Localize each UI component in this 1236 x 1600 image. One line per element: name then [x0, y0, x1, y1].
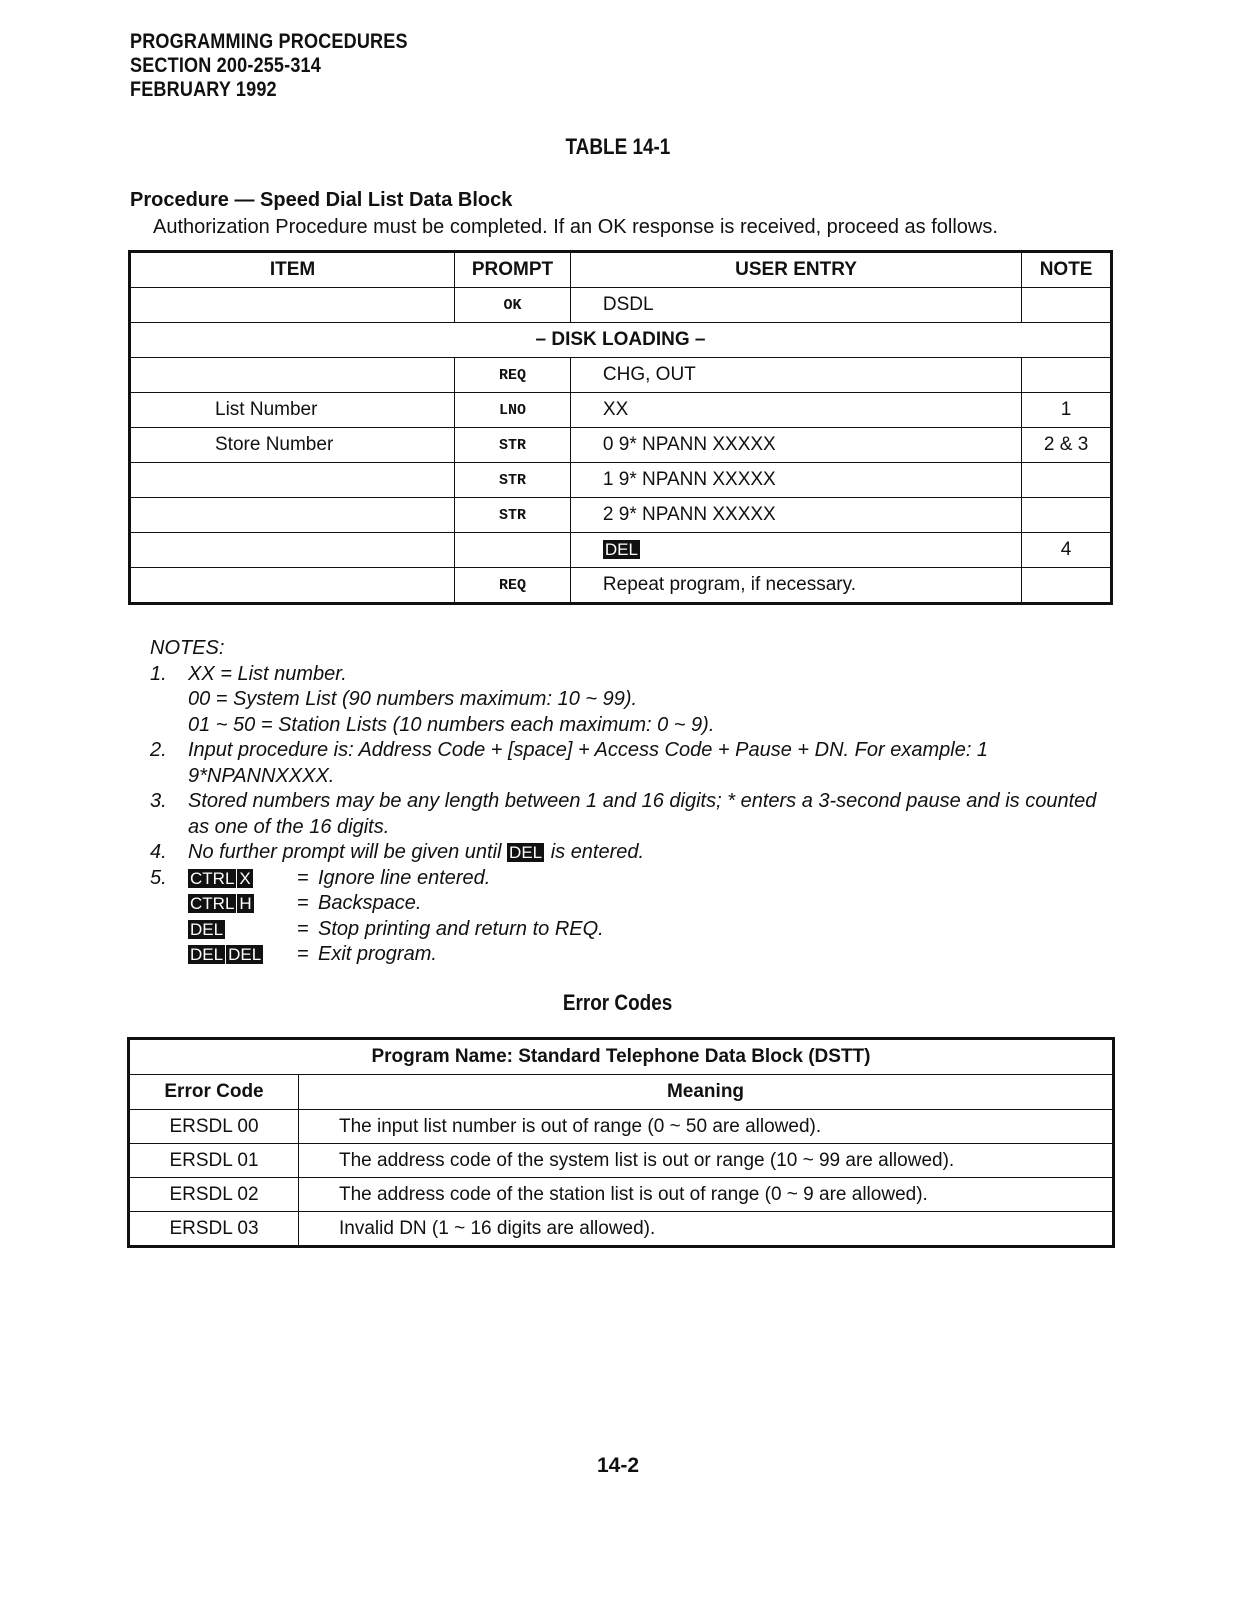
col-header-error-code: Error Code: [129, 1075, 299, 1110]
item-cell: [130, 358, 455, 393]
note-1-sub-2: 01 ~ 50 = Station Lists (10 numbers each maximum: 0 ~ 9).: [188, 713, 715, 736]
note-number: 2.: [150, 739, 167, 761]
table-title-wrap: [0, 134, 1236, 160]
procedure-title: Procedure — Speed Dial List Data Block: [130, 189, 513, 211]
item-cell: [130, 568, 455, 604]
document-header: [130, 30, 408, 102]
note-text: Input procedure is: Address Code + [space] + Access Code + Pause + DN. For example: 1 9*NPANNXXXX.: [188, 739, 989, 787]
note-number: 3.: [150, 790, 167, 812]
entry-cell: 2 9* NPANN XXXXX: [570, 498, 1021, 533]
h-key: H: [239, 894, 252, 913]
prompt-cell: REQ: [455, 358, 571, 393]
meaning-cell: The address code of the station list is out of range (0 ~ 9 are allowed).: [299, 1178, 1114, 1212]
x-key: X: [239, 868, 251, 888]
table-row: [130, 428, 1112, 463]
prompt-cell: LNO: [455, 393, 571, 428]
disk-loading-row: [130, 323, 1112, 358]
prompt-cell: STR: [455, 498, 571, 533]
item-cell: [130, 498, 455, 533]
ctrl-key: CTRL: [190, 894, 235, 913]
note-text-pre: No further prompt will be given until: [188, 841, 502, 863]
note-cell: [1022, 498, 1112, 533]
ctrl-key: CTRL: [190, 868, 235, 888]
note-text: Stored numbers may be any length between 1 and 16 digits; * enters a 3-second pause and is counted as one of the 16 digits.: [188, 790, 1097, 838]
entry-cell: DSDL: [570, 288, 1021, 323]
key-description: Stop printing and return to REQ.: [318, 917, 604, 940]
key-description: Ignore line entered.: [318, 866, 491, 889]
col-header-prompt: PROMPT: [455, 252, 571, 288]
item-cell: Store Number: [130, 428, 455, 463]
error-code-cell: ERSDL 02: [129, 1178, 299, 1212]
table-row: [130, 533, 1112, 568]
table-row: [129, 1110, 1114, 1144]
note-text: XX = List number.: [188, 662, 347, 685]
note-number: 5.: [150, 866, 167, 889]
entry-cell: Repeat program, if necessary.: [570, 568, 1021, 604]
table-row: [129, 1212, 1114, 1247]
key-row: [150, 866, 1110, 892]
disk-loading-banner: – DISK LOADING –: [130, 323, 1112, 358]
notes-heading: NOTES:: [150, 637, 225, 659]
col-header-user-entry: USER ENTRY: [570, 252, 1021, 288]
note-1-sub-1: 00 = System List (90 numbers maximum: 10 ~ 99).: [188, 688, 638, 710]
note-2: [150, 738, 1110, 789]
key-combo: [188, 942, 288, 968]
item-cell: [130, 463, 455, 498]
equals-sign: =: [297, 892, 309, 914]
error-table-header: [129, 1075, 1114, 1110]
table-row: [130, 463, 1112, 498]
prompt-cell: STR: [455, 428, 571, 463]
error-codes-title: Error Codes: [563, 990, 673, 1015]
key-row: [150, 917, 1110, 943]
entry-cell: 1 9* NPANN XXXXX: [570, 463, 1021, 498]
prompt-cell: [455, 533, 571, 568]
note-1: [150, 662, 1110, 688]
col-header-item: ITEM: [130, 252, 455, 288]
prompt-cell: REQ: [455, 568, 571, 604]
item-cell: [130, 288, 455, 323]
table-row: [129, 1178, 1114, 1212]
item-cell: List Number: [130, 393, 455, 428]
note-text-post: is entered.: [550, 841, 645, 863]
notes-section: [150, 636, 1110, 968]
key-row: [150, 942, 1110, 968]
del-key: DEL: [509, 843, 543, 862]
header-line-2: SECTION 200-255-314: [130, 54, 321, 77]
prompt-cell: STR: [455, 463, 571, 498]
key-combo: [188, 891, 288, 917]
error-codes-title-wrap: [0, 990, 1236, 1016]
key-combo: [188, 866, 288, 892]
note-cell: 1: [1022, 393, 1112, 428]
note-cell: [1022, 358, 1112, 393]
entry-cell: XX: [570, 393, 1021, 428]
procedure-table: [128, 250, 1113, 605]
note-cell: [1022, 288, 1112, 323]
error-code-cell: ERSDL 03: [129, 1212, 299, 1247]
table-row: [130, 358, 1112, 393]
table-row: [130, 568, 1112, 604]
meaning-cell: The address code of the system list is out or range (10 ~ 99 are allowed).: [299, 1144, 1114, 1178]
equals-sign: =: [297, 917, 309, 940]
equals-sign: =: [297, 866, 309, 889]
prompt-cell: OK: [455, 288, 571, 323]
note-cell: 4: [1022, 533, 1112, 568]
note-number: 4.: [150, 841, 167, 863]
key-combo: [188, 917, 288, 943]
program-name: Program Name: Standard Telephone Data Block (DSTT): [129, 1039, 1114, 1075]
meaning-cell: The input list number is out of range (0 ~ 50 are allowed).: [299, 1110, 1114, 1144]
program-name-row: [129, 1039, 1114, 1075]
procedure-intro: Authorization Procedure must be completed. If an OK response is received, proceed as follows.: [153, 216, 998, 238]
col-header-note: NOTE: [1022, 252, 1112, 288]
header-line-3: FEBRUARY 1992: [130, 78, 277, 101]
note-cell: [1022, 568, 1112, 604]
error-codes-table: [127, 1037, 1115, 1248]
page-number: 14-2: [596, 1454, 640, 1477]
note-cell: 2 & 3: [1022, 428, 1112, 463]
del-key: DEL: [228, 945, 262, 964]
key-description: Backspace.: [318, 892, 422, 914]
note-cell: [1022, 463, 1112, 498]
error-code-cell: ERSDL 00: [129, 1110, 299, 1144]
header-line-1: PROGRAMMING PROCEDURES: [130, 30, 408, 53]
meaning-cell: Invalid DN (1 ~ 16 digits are allowed).: [299, 1212, 1114, 1247]
entry-cell: 0 9* NPANN XXXXX: [570, 428, 1021, 463]
note-4: [150, 840, 1110, 866]
key-description: Exit program.: [318, 943, 437, 965]
table-row: [129, 1144, 1114, 1178]
del-key: DEL: [190, 945, 224, 964]
equals-sign: =: [297, 943, 309, 965]
item-cell: [130, 533, 455, 568]
note-5: [150, 866, 1110, 968]
table-row: [130, 498, 1112, 533]
table-row: [130, 393, 1112, 428]
entry-cell: CHG, OUT: [570, 358, 1021, 393]
table-title: TABLE 14-1: [565, 134, 671, 159]
note-number: 1.: [150, 662, 167, 685]
del-key: DEL: [604, 540, 638, 559]
key-row: [150, 891, 1110, 917]
entry-cell: [570, 533, 1021, 568]
note-3: [150, 789, 1110, 840]
del-key: DEL: [190, 919, 224, 939]
procedure-table-header: [130, 252, 1112, 288]
error-code-cell: ERSDL 01: [129, 1144, 299, 1178]
col-header-meaning: Meaning: [299, 1075, 1114, 1110]
table-row: [130, 288, 1112, 323]
